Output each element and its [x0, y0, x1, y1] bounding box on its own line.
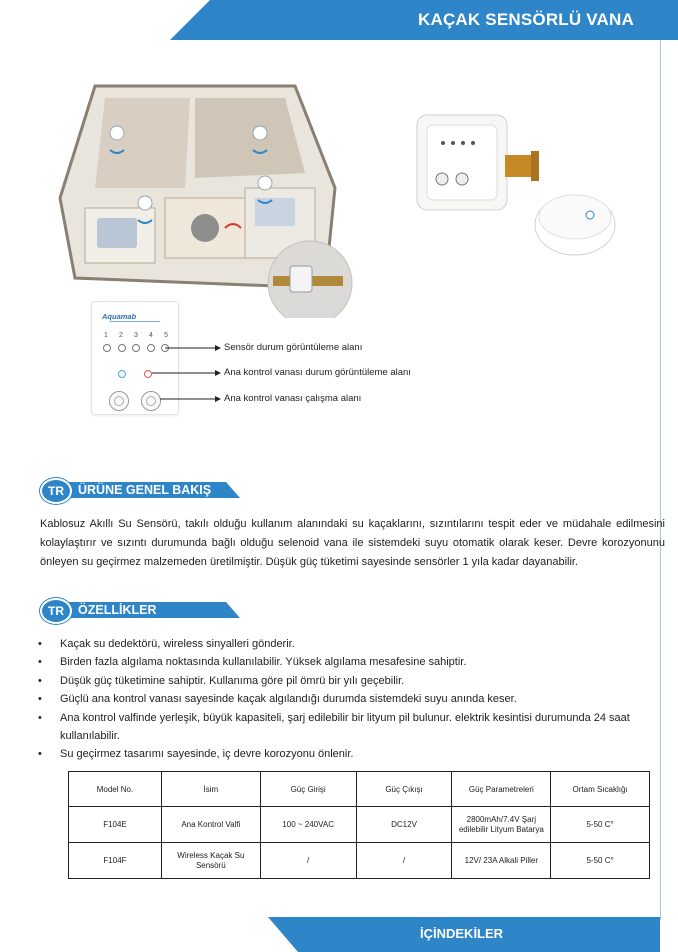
features-list: [38, 635, 658, 764]
product-image: [405, 95, 625, 265]
table-cell: F104E: [69, 807, 162, 843]
language-badge: TR: [40, 598, 72, 624]
sensor-indicator: [103, 344, 111, 352]
sensor-indicator: [118, 344, 126, 352]
sensor-number: 5: [164, 332, 168, 339]
overview-title: ÜRÜNE GENEL BAKIŞ: [78, 483, 212, 497]
callout-sensor-status: Sensör durum görüntüleme alanı: [224, 342, 363, 353]
spec-table: [68, 771, 650, 879]
sensor-number: 3: [134, 332, 138, 339]
sensor-number-row: [104, 332, 168, 339]
valve-button-right: [141, 391, 161, 411]
column-header: Güç Çıkışı: [356, 772, 452, 807]
table-header-row: [69, 772, 650, 807]
callout-valve-operation: Ana kontrol vanası çalışma alanı: [224, 393, 362, 404]
table-cell: 100 ~ 240VAC: [260, 807, 356, 843]
overview-section-header: [40, 478, 240, 502]
sensor-number: 4: [149, 332, 153, 339]
sensor-indicator: [161, 344, 169, 352]
column-header: Model No.: [69, 772, 162, 807]
table-cell: 5-50 C°: [551, 843, 650, 879]
control-panel-diagram: [91, 301, 179, 415]
list-item: • Güçlü ana kontrol vanası sayesinde kaçak algılandığı durumda sistemdeki suyu anında keser.: [38, 693, 517, 706]
sensor-indicator: [132, 344, 140, 352]
table-cell: Ana Kontrol Valfi: [161, 807, 260, 843]
language-badge: TR: [40, 478, 72, 504]
brand-logo: Aquamab: [102, 312, 137, 321]
table-of-contents-link[interactable]: İÇİNDEKİLER: [420, 926, 504, 941]
sensor-indicator-row: [103, 344, 169, 352]
table-row: [69, 843, 650, 879]
valve-status-led-blue: [118, 370, 126, 378]
sensor-number: 1: [104, 332, 108, 339]
list-item: • Ana kontrol valfinde yerleşik, büyük kapasiteli, şarj edilebilir bir lityum pil bulunur. elektrik kesintisi durumunda 24 saat kullanılabilir.: [38, 711, 630, 743]
table-cell: /: [356, 843, 452, 879]
sensor-number: 2: [119, 332, 123, 339]
house-floorplan-illustration: [55, 78, 355, 318]
table-cell: 5-50 C°: [551, 807, 650, 843]
table-cell: 12V/ 23A Alkali Piller: [452, 843, 551, 879]
table-cell: F104F: [69, 843, 162, 879]
column-header: Güç Parametreleri: [452, 772, 551, 807]
callout-valve-status: Ana kontrol vanası durum görüntüleme alanı: [224, 367, 411, 378]
features-title: ÖZELLİKLER: [78, 603, 157, 617]
column-header: Güç Girişi: [260, 772, 356, 807]
table-cell: Wireless Kaçak Su Sensörü: [161, 843, 260, 879]
column-header: İsim: [161, 772, 260, 807]
page-title: KAÇAK SENSÖRLÜ VANA: [418, 10, 634, 29]
table-cell: DC12V: [356, 807, 452, 843]
valve-button-left: [109, 391, 129, 411]
list-item: • Su geçirmez tasarımı sayesinde, iç devre korozyonu önlenir.: [38, 748, 354, 761]
brand-underline: [110, 321, 160, 322]
column-header: Ortam Sıcaklığı: [551, 772, 650, 807]
features-section-header: [40, 598, 240, 622]
table-row: [69, 807, 650, 843]
list-item: • Birden fazla algılama noktasında kullanılabilir. Yüksek algılama mesafesine sahiptir.: [38, 656, 467, 669]
overview-paragraph: Kablosuz Akıllı Su Sensörü, takılı olduğu kullanım alanındaki su kaçaklarını, sızıntılarını tespit eder ve müdahale edilmesini kolaylaştırır ve sızıntı durumunda bağlı olduğu selenoid vana ile sistemdeki suyu otomatik olarak keser. Devre korozyonunu önleyen su geçirmez malzemeden üretilmiştir. Düşük güç tüketimi sayesinde sensörler 1 yıla kadar dayanabilir.: [40, 518, 665, 568]
valve-status-led-red: [144, 370, 152, 378]
list-item: • Kaçak su dedektörü, wireless sinyalleri gönderir.: [38, 638, 295, 650]
table-cell: /: [260, 843, 356, 879]
table-cell: 2800mAh/7.4V Şarj edilebilir Lityum Batarya: [452, 807, 551, 843]
list-item: • Düşük güç tüketimine sahiptir. Kullanıma göre pil ömrü bir yılı geçebilir.: [38, 674, 405, 687]
page-border-line: [660, 40, 661, 920]
sensor-indicator: [147, 344, 155, 352]
